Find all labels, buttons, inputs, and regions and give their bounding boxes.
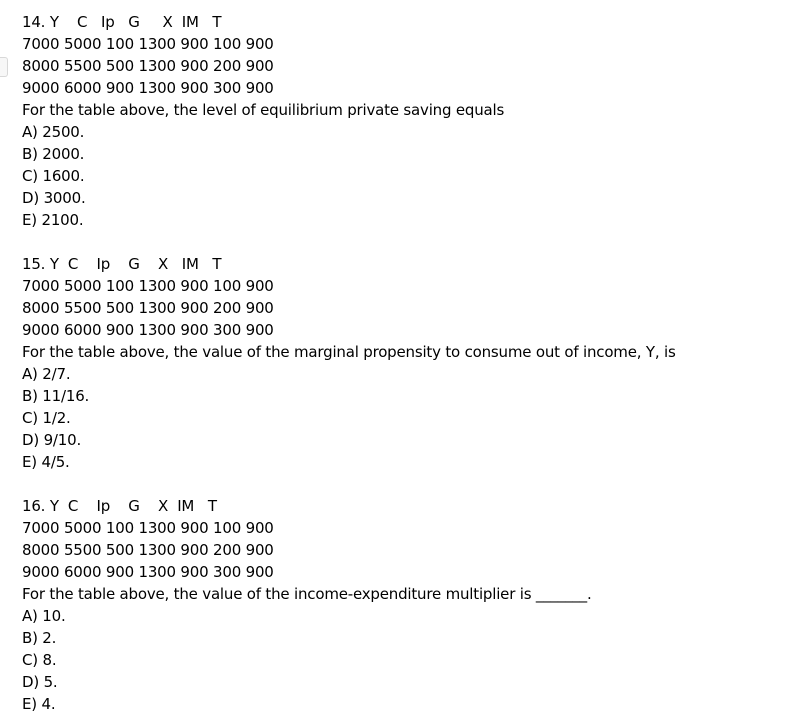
answer-option: A) 2/7. [22, 365, 71, 383]
answer-option: C) 1600. [22, 167, 85, 185]
answer-option: B) 11/16. [22, 387, 90, 405]
spacer [22, 231, 782, 253]
table-row: 9000 6000 900 1300 900 300 900 [22, 321, 274, 339]
table-row: 9000 6000 900 1300 900 300 900 [22, 79, 274, 97]
table-row: 8000 5500 500 1300 900 200 900 [22, 57, 274, 75]
answer-option: B) 2000. [22, 145, 85, 163]
answer-option: A) 10. [22, 607, 66, 625]
table-header: 15. Y C Ip G X IM T [22, 255, 222, 273]
answer-option: E) 4. [22, 695, 56, 713]
question-prompt: For the table above, the level of equilibrium private saving equals [22, 101, 505, 119]
side-panel-tab[interactable] [0, 57, 8, 77]
table-row: 8000 5500 500 1300 900 200 900 [22, 541, 274, 559]
question-14 [22, 11, 782, 231]
answer-option: C) 8. [22, 651, 57, 669]
answer-option: E) 4/5. [22, 453, 70, 471]
answer-option: A) 2500. [22, 123, 85, 141]
answer-option: C) 1/2. [22, 409, 71, 427]
table-header: 14. Y C Ip G X IM T [22, 13, 222, 31]
question-15 [22, 253, 782, 473]
table-row: 7000 5000 100 1300 900 100 900 [22, 277, 274, 295]
answer-option: E) 2100. [22, 211, 84, 229]
answer-option: B) 2. [22, 629, 57, 647]
table-header: 16. Y C Ip G X IM T [22, 497, 217, 515]
table-row: 8000 5500 500 1300 900 200 900 [22, 299, 274, 317]
document-body [22, 11, 782, 715]
table-row: 9000 6000 900 1300 900 300 900 [22, 563, 274, 581]
answer-option: D) 9/10. [22, 431, 82, 449]
answer-option: D) 5. [22, 673, 58, 691]
spacer [22, 473, 782, 495]
question-prompt: For the table above, the value of the income-expenditure multiplier is _______. [22, 585, 592, 603]
question-prompt: For the table above, the value of the marginal propensity to consume out of income, Y, is [22, 343, 676, 361]
table-row: 7000 5000 100 1300 900 100 900 [22, 519, 274, 537]
question-16 [22, 495, 782, 715]
table-row: 7000 5000 100 1300 900 100 900 [22, 35, 274, 53]
answer-option: D) 3000. [22, 189, 86, 207]
